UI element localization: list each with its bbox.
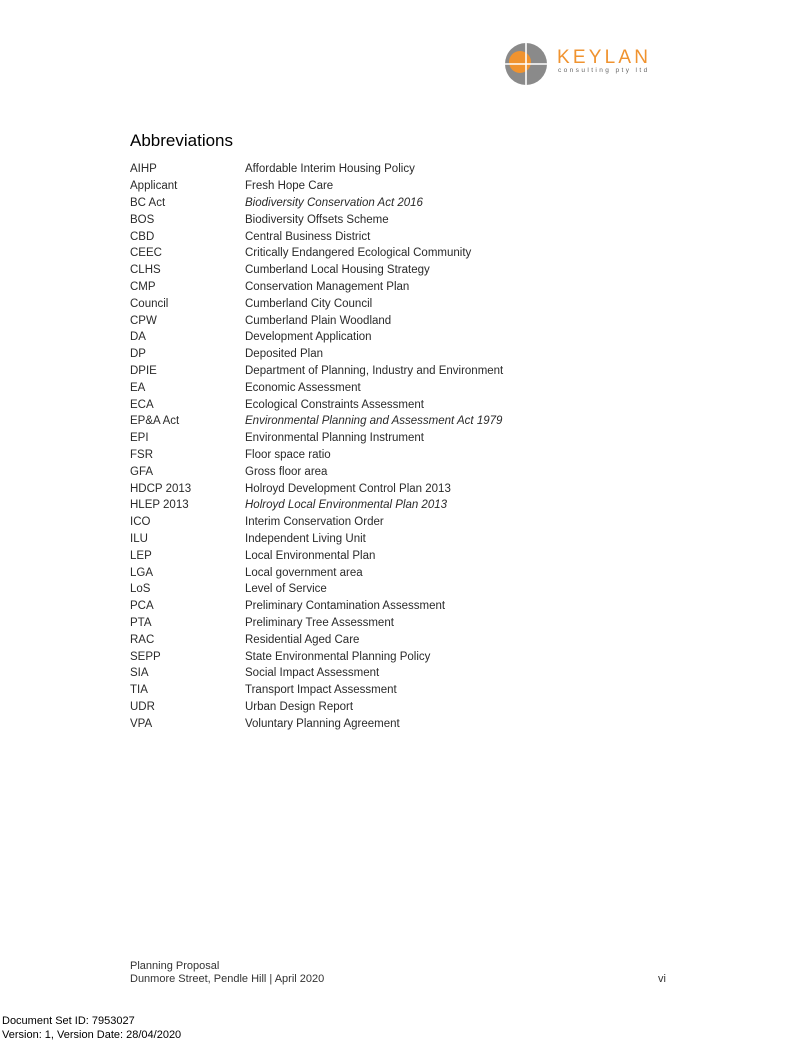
- logo-mark-icon: [503, 41, 549, 87]
- abbreviation-meaning: Holroyd Development Control Plan 2013: [245, 482, 451, 495]
- abbreviation-row: [130, 715, 650, 732]
- abbreviation-row: [130, 262, 650, 279]
- abbreviation-meaning: Economic Assessment: [245, 381, 361, 394]
- abbreviation-row: [130, 430, 650, 447]
- abbreviation-meaning: Level of Service: [245, 583, 327, 596]
- abbreviation-meaning: Central Business District: [245, 230, 371, 243]
- abbreviation-meaning: Environmental Planning Instrument: [245, 432, 424, 445]
- abbreviation-meaning: Local Environmental Plan: [245, 549, 376, 562]
- abbreviation-term: LEP: [130, 549, 152, 562]
- abbreviation-term: SIA: [130, 667, 149, 680]
- abbreviation-term: PCA: [130, 600, 154, 613]
- abbreviation-row: [130, 463, 650, 480]
- abbreviation-meaning: Cumberland City Council: [245, 297, 373, 310]
- abbreviation-term: EPI: [130, 432, 149, 445]
- abbreviation-term: CPW: [130, 314, 157, 327]
- abbreviation-meaning: Urban Design Report: [245, 700, 354, 713]
- abbreviation-meaning: Affordable Interim Housing Policy: [245, 163, 415, 176]
- abbreviation-term: AIHP: [130, 163, 157, 176]
- abbreviation-row: [130, 631, 650, 648]
- abbreviation-row: [130, 531, 650, 548]
- abbreviation-row: [130, 480, 650, 497]
- abbreviation-meaning: Development Application: [245, 331, 372, 344]
- abbreviation-term: ICO: [130, 516, 151, 529]
- abbreviation-row: [130, 329, 650, 346]
- abbreviation-term: PTA: [130, 616, 152, 629]
- abbreviation-term: CLHS: [130, 264, 161, 277]
- abbreviation-row: [130, 228, 650, 245]
- abbreviation-row: [130, 598, 650, 615]
- abbreviation-row: [130, 682, 650, 699]
- abbreviation-term: EA: [130, 381, 146, 394]
- abbreviation-meaning: Gross floor area: [245, 465, 328, 478]
- abbreviation-meaning: Local government area: [245, 566, 363, 579]
- abbreviation-meaning: Deposited Plan: [245, 348, 323, 361]
- abbreviation-row: [130, 178, 650, 195]
- abbreviation-term: CMP: [130, 280, 156, 293]
- abbreviation-meaning: Social Impact Assessment: [245, 667, 380, 680]
- abbreviation-row: [130, 396, 650, 413]
- abbreviation-meaning: Department of Planning, Industry and Environment: [245, 364, 504, 377]
- abbreviation-term: BOS: [130, 213, 155, 226]
- abbreviation-term: UDR: [130, 700, 155, 713]
- abbreviation-term: HLEP 2013: [130, 499, 189, 512]
- abbreviation-meaning: Environmental Planning and Assessment Act 1979: [245, 415, 503, 428]
- abbreviation-meaning: Critically Endangered Ecological Community: [245, 247, 472, 260]
- abbreviation-term: FSR: [130, 448, 153, 461]
- abbreviation-meaning: Residential Aged Care: [245, 633, 360, 646]
- abbreviation-term: HDCP 2013: [130, 482, 192, 495]
- page-footer: [130, 960, 666, 986]
- abbreviation-meaning: Ecological Constraints Assessment: [245, 398, 424, 411]
- abbreviation-row: [130, 514, 650, 531]
- page-title: Abbreviations: [130, 131, 234, 150]
- document-version: Version: 1, Version Date: 28/04/2020: [2, 1029, 182, 1041]
- abbreviation-term: CEEC: [130, 247, 162, 260]
- abbreviation-meaning: Interim Conservation Order: [245, 516, 384, 529]
- abbreviation-row: [130, 648, 650, 665]
- abbreviations-list: [130, 161, 650, 732]
- logo-name: KEYLAN: [557, 47, 652, 68]
- abbreviation-row: [130, 195, 650, 212]
- abbreviation-meaning: Holroyd Local Environmental Plan 2013: [245, 499, 448, 512]
- abbreviation-term: BC Act: [130, 196, 166, 209]
- abbreviation-row: [130, 346, 650, 363]
- abbreviation-row: [130, 497, 650, 514]
- abbreviation-term: EP&A Act: [130, 415, 180, 428]
- abbreviation-term: GFA: [130, 465, 154, 478]
- footer-document-title: Planning Proposal: [130, 960, 220, 972]
- abbreviation-row: [130, 447, 650, 464]
- abbreviation-term: Council: [130, 297, 169, 310]
- abbreviation-row: [130, 413, 650, 430]
- abbreviation-term: LoS: [130, 583, 151, 596]
- abbreviation-meaning: Transport Impact Assessment: [245, 684, 397, 697]
- abbreviation-row: [130, 699, 650, 716]
- document-info: [2, 1014, 181, 1042]
- abbreviation-term: DPIE: [130, 364, 157, 377]
- logo-tagline: consulting pty ltd: [558, 67, 650, 74]
- document-set-id: Document Set ID: 7953027: [2, 1015, 135, 1027]
- company-logo: [503, 41, 673, 87]
- abbreviation-term: ECA: [130, 398, 154, 411]
- abbreviation-row: [130, 279, 650, 296]
- abbreviation-meaning: Biodiversity Offsets Scheme: [245, 213, 389, 226]
- abbreviation-term: SEPP: [130, 650, 161, 663]
- abbreviation-meaning: Fresh Hope Care: [245, 180, 334, 193]
- abbreviation-row: [130, 363, 650, 380]
- abbreviation-row: [130, 665, 650, 682]
- abbreviation-row: [130, 564, 650, 581]
- abbreviation-meaning: Independent Living Unit: [245, 532, 366, 545]
- abbreviation-term: DP: [130, 348, 146, 361]
- abbreviation-row: [130, 379, 650, 396]
- abbreviation-meaning: Floor space ratio: [245, 448, 331, 461]
- abbreviation-row: [130, 295, 650, 312]
- abbreviation-row: [130, 245, 650, 262]
- abbreviation-meaning: State Environmental Planning Policy: [245, 650, 431, 663]
- abbreviation-meaning: Preliminary Tree Assessment: [245, 616, 394, 629]
- abbreviation-row: [130, 581, 650, 598]
- abbreviation-meaning: Voluntary Planning Agreement: [245, 717, 400, 730]
- abbreviation-term: ILU: [130, 532, 148, 545]
- footer-project-details: Dunmore Street, Pendle Hill | April 2020: [130, 973, 325, 985]
- abbreviation-term: RAC: [130, 633, 155, 646]
- abbreviation-meaning: Biodiversity Conservation Act 2016: [245, 196, 423, 209]
- abbreviation-term: CBD: [130, 230, 155, 243]
- abbreviation-row: [130, 615, 650, 632]
- abbreviation-term: VPA: [130, 717, 153, 730]
- abbreviation-term: LGA: [130, 566, 154, 579]
- abbreviation-row: [130, 211, 650, 228]
- abbreviation-meaning: Cumberland Local Housing Strategy: [245, 264, 430, 277]
- abbreviation-meaning: Conservation Management Plan: [245, 280, 410, 293]
- abbreviation-meaning: Preliminary Contamination Assessment: [245, 600, 446, 613]
- abbreviation-term: DA: [130, 331, 146, 344]
- abbreviation-row: [130, 547, 650, 564]
- abbreviation-term: TIA: [130, 684, 148, 697]
- abbreviation-term: Applicant: [130, 180, 178, 193]
- abbreviation-meaning: Cumberland Plain Woodland: [245, 314, 392, 327]
- page-number: vi: [658, 973, 666, 985]
- abbreviation-row: [130, 312, 650, 329]
- abbreviation-row: [130, 161, 650, 178]
